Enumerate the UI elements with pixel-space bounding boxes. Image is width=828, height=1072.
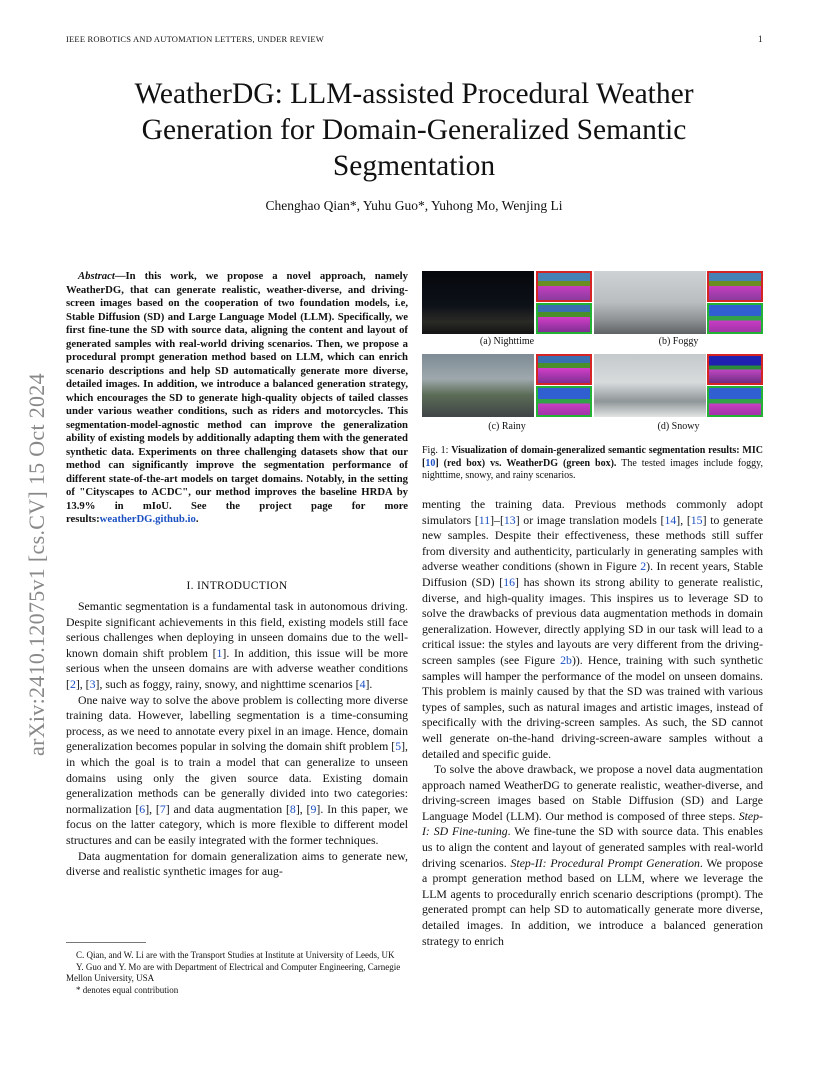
abstract-lead: Abstract [78, 270, 115, 282]
footnote-affiliation-2: Y. Guo and Y. Mo are with Department of Electrical and Computer Engineering, Carnegie Mellon University, USA [66, 961, 401, 984]
figure-1 [422, 270, 763, 462]
citation-link[interactable]: 11 [478, 512, 491, 527]
project-page-link[interactable]: weatherDG.github.io [99, 513, 196, 525]
citation-link[interactable]: 8 [289, 801, 296, 816]
citation-link[interactable]: 6 [139, 801, 146, 816]
paper-authors: Chenghao Qian*, Yuhu Guo*, Yuhong Mo, Wenjing Li [265, 198, 563, 213]
rainy-weatherdg-segmentation [536, 386, 592, 417]
rainy-photo [422, 354, 534, 417]
nighttime-photo [422, 271, 534, 334]
citation-link[interactable]: 5 [395, 739, 402, 754]
subcaption-foggy: (b) Foggy [658, 336, 699, 347]
right-paragraph-2: To solve the above drawback, we propose a novel data augmentation approach named WeatherDG to generate realistic, weather-diverse, and driving-screen images based on Stable Diffusion (SD) and Large Language Model (LLM). Our method is composed of three steps. Step-I: SD Fine-tuning. We fine-tune the SD with source data. This enables us to align the content and layout of generated samples with real-world driving scenarios. Step-II: Procedural Prompt Generation. We propose a prompt generation method based on LLM, where we leverage the LLM agents to procedurally enrich scenario descriptions (prompt). The generated prompt can help SD to automatically generate more diverse, detailed images. In addition, we introduce a balanced generation strategy to enrich [422, 762, 763, 948]
footnote-rule [66, 942, 146, 943]
citation-link[interactable]: 13 [503, 512, 516, 527]
citation-link[interactable]: 3 [89, 676, 96, 691]
foggy-photo [594, 271, 706, 334]
citation-link[interactable]: 1 [216, 645, 223, 660]
citation-link[interactable]: 9 [310, 801, 317, 816]
subcaption-rainy: (c) Rainy [488, 421, 526, 432]
snowy-weatherdg-segmentation [707, 386, 763, 417]
citation-link[interactable]: 2 [69, 676, 76, 691]
abstract-text: —In this work, we propose a novel approach, namely WeatherDG, that can generate realistic, weather-diverse, and driving-screen images based on the cooperation of two foundation models, i.e, Stable Diffusion (SD) and Large Language Model (LLM). Specifically, we first fine-tune the SD with source data, aligning the content and layout of generated samples with real-world driving scenarios. Then, we propose a procedural prompt generation method based on LLM, which can enrich scenario descriptions and help SD automatically generate more diverse, detailed images. In addition, we introduce a balanced generation strategy, which encourages the SD to generate high-quality objects of tailed classes under various weather conditions, such as riders and motorcycles. This segmentation-model-agnostic method can improve the generalization ability of existing models by additionally adapting them with the generated synthetic data. Experiments on three challenging datasets show that our method can significantly improve the segmentation performance of different state-of-the-art models on target domains. Notably, in the setting of "Cityscapes to ACDC", our method improves the baseline HRDA by 13.9% in mIoU. See the project page for more results: [66, 270, 408, 525]
citation-link[interactable]: 7 [159, 801, 166, 816]
introduction-body [66, 599, 408, 880]
abstract [66, 270, 408, 527]
running-header: IEEE ROBOTICS AND AUTOMATION LETTERS, UNDER REVIEW [66, 34, 324, 44]
intro-paragraph-2: One naive way to solve the above problem is collecting more diverse training data. However, labelling segmentation is a time-consuming process, as we need to annotate every pixel in an image. Hence, domain generalization becomes popular in solving the domain shift problem [5], in which the goal is to train a model that can generalize to unseen domains using only the given source data. Existing domain generalization methods can be generally divided into two categories: normalization [6], [7] and data augmentation [8], [9]. In this paper, we focus on the latter category, which is more flexible to different model structures and can be easily integrated with the former techniques. [66, 692, 408, 847]
intro-paragraph-1: Semantic segmentation is a fundamental task in autonomous driving. Despite significant achievements in this field, existing models still face serious challenges when deploying in unseen domains due to the well-known domain shift problem [1]. In addition, this issue will be more serious when the unseen domains are with adverse weather conditions [2], [3], such as foggy, rainy, snowy, and nighttime scenarios [4]. [66, 599, 408, 691]
foggy-mic-segmentation [707, 271, 763, 302]
page-number: 1 [758, 34, 763, 44]
nighttime-mic-segmentation [536, 271, 592, 302]
foggy-weatherdg-segmentation [707, 303, 763, 334]
rainy-mic-segmentation [536, 354, 592, 385]
citation-link[interactable]: 4 [359, 676, 366, 691]
footnote-affiliation-1: C. Qian, and W. Li are with the Transport Studies at Institute at University of Leeds, UK [76, 950, 395, 960]
figure-1-caption: Fig. 1: Visualization of domain-generalized semantic segmentation results: MIC [10] (red box) vs. WeatherDG (green box). The tested images include foggy, nighttime, snowy, and rainy scenarios. [422, 445, 764, 482]
nighttime-weatherdg-segmentation [536, 303, 592, 334]
snowy-photo [594, 354, 706, 417]
abstract-end: . [195, 513, 199, 525]
citation-link[interactable]: 10 [425, 457, 436, 469]
right-paragraph-1: menting the training data. Previous methods commonly adopt simulators [11]–[13] or image translation models [14], [15] to generate new samples. Despite their effectiveness, these methods still suffer from diversity and authenticity, particularly in generating samples with adverse weather conditions (shown in Figure 2). In recent years, Stable Diffusion (SD) [16] has shown its strong ability to generate realistic, diverse, and high-quality images. This inspires us to leverage SD to solve the drawbacks of previous data augmentation methods in domain generalization. However, directly applying SD in our task will lead to a critical issue: the styles and layouts are very different from the driving-screen samples (see Figure 2b)). Hence, training with such synthetic samples will hamper the performance of the model on unseen domains. This problem is mainly caused by that the SD was trained with various types of samples, such as natural images and artistic images, instead of specifically with the driving-screen samples. As such, the SD cannot well generate on-the-hand driving-screen-aware samples without a detailed and specific guide. [422, 497, 763, 761]
paper-title: WeatherDG: LLM-assisted Procedural Weather Generation for Domain-Generalized Semantic Segmentation [134, 78, 694, 182]
figure-link[interactable]: 2b [560, 652, 572, 667]
citation-link[interactable]: 14 [664, 512, 677, 527]
snowy-mic-segmentation [707, 354, 763, 385]
figure-link[interactable]: 2 [640, 559, 647, 574]
section-title-introduction: I. INTRODUCTION [186, 580, 288, 592]
right-column-body [422, 497, 763, 949]
citation-link[interactable]: 15 [690, 512, 703, 527]
arxiv-stamp[interactable]: arXiv:2410.12075v1 [cs.CV] 15 Oct 2024 [24, 373, 49, 756]
footnotes [66, 950, 408, 996]
intro-paragraph-3: Data augmentation for domain generalization aims to generate new, diverse and realistic synthetic images for aug- [66, 848, 408, 879]
subcaption-snowy: (d) Snowy [657, 421, 700, 432]
citation-link[interactable]: 16 [503, 574, 515, 589]
subcaption-nighttime: (a) Nighttime [479, 336, 535, 347]
footnote-equal-contribution: * denotes equal contribution [76, 984, 179, 995]
